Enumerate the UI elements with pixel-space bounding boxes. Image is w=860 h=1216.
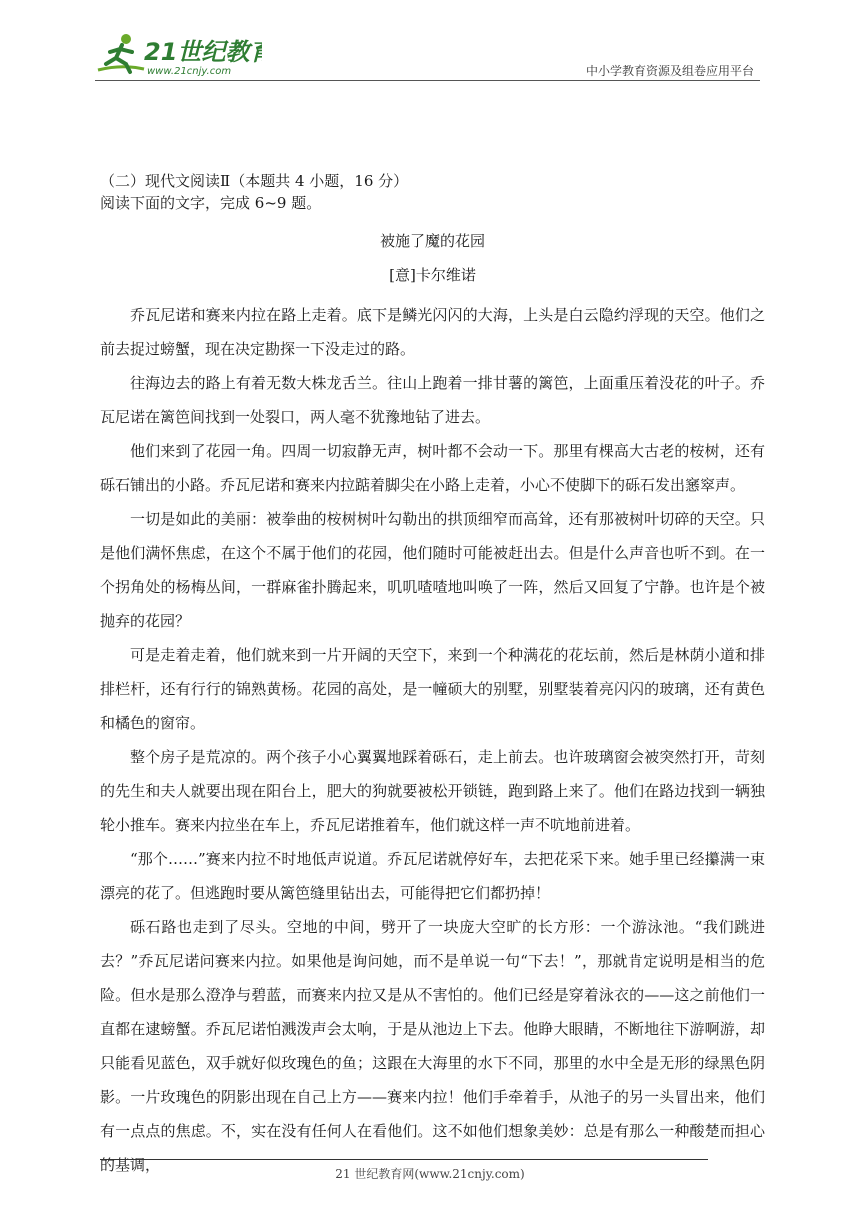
paragraph: 乔瓦尼诺和赛来内拉在路上走着。底下是鳞光闪闪的大海，上头是白云隐约浮现的天空。他们之前去捉过螃蟹，现在决定勘探一下没走过的路。 (100, 306, 765, 358)
article-author: [意]卡尔维诺 (389, 266, 476, 284)
header-divider (95, 80, 760, 81)
reading-section (100, 170, 765, 1182)
site-logo (92, 30, 262, 80)
article-title: 被施了魔的花园 (379, 232, 485, 250)
page-footer: 21 世纪教育网(www.21cnjy.com) (335, 1167, 525, 1181)
page-header (0, 0, 860, 90)
runner-logo-icon (92, 30, 262, 80)
paragraph: 整个房子是荒凉的。两个孩子小心翼翼地踩着砾石，走上前去。也许玻璃窗会被突然打开，苛刻的先生和夫人就要出现在阳台上，肥大的狗就要被松开锁链，跑到路上来了。他们在路边找到一辆独轮小推车。赛来内拉坐在车上，乔瓦尼诺推着车，他们就这样一声不吭地前进着。 (100, 748, 765, 834)
paragraph: 往海边去的路上有着无数大株龙舌兰。往山上跑着一排甘薯的篱笆，上面重压着没花的叶子。乔瓦尼诺在篱笆间找到一处裂口，两人毫不犹豫地钻了进去。 (100, 374, 765, 426)
platform-name: 中小学教育资源及组卷应用平台 (585, 64, 754, 78)
paragraph: 一切是如此的美丽：被拳曲的桉树树叶勾勒出的拱顶细窄而高耸，还有那被树叶切碎的天空。只是他们满怀焦虑，在这个不属于他们的花园，他们随时可能被赶出去。但是什么声音也听不到。在一个拐角处的杨梅丛间，一群麻雀扑腾起来，叽叽喳喳地叫唤了一阵，然后又回复了宁静。也许是个被抛弃的花园？ (100, 510, 765, 630)
svg-text:21世纪教育: 21世纪教育 (144, 38, 262, 66)
instruction: 阅读下面的文字，完成 6~9 题。 (100, 194, 322, 212)
section-heading: （二）现代文阅读Ⅱ（本题共 4 小题，16 分） (100, 172, 409, 190)
paragraph: 他们来到了花园一角。四周一切寂静无声，树叶都不会动一下。那里有棵高大古老的桉树，还有砾石铺出的小路。乔瓦尼诺和赛来内拉踮着脚尖在小路上走着，小心不使脚下的砾石发出窸窣声。 (100, 442, 765, 494)
article-body (100, 298, 765, 1182)
paragraph: 可是走着走着，他们就来到一片开阔的天空下，来到一个种满花的花坛前，然后是林荫小道和排排栏杆，还有行行的锦熟黄杨。花园的高处，是一幢硕大的别墅，别墅装着亮闪闪的玻璃，还有黄色和橘色的窗帘。 (100, 646, 765, 732)
svg-text:www.21cnjy.com: www.21cnjy.com (147, 66, 232, 77)
footer-divider (100, 1159, 708, 1160)
paragraph: “那个……”赛来内拉不时地低声说道。乔瓦尼诺就停好车，去把花采下来。她手里已经攥满一束漂亮的花了。但逃跑时要从篱笆缝里钻出去，可能得把它们都扔掉！ (100, 850, 765, 902)
paragraph: 砾石路也走到了尽头。空地的中间，劈开了一块庞大空旷的长方形：一个游泳池。“我们跳进去？”乔瓦尼诺问赛来内拉。如果他是询问她，而不是单说一句“下去！”，那就肯定说明是相当的危险。但水是那么澄净与碧蓝，而赛来内拉又是从不害怕的。他们已经是穿着泳衣的——这之前他们一直都在逮螃蟹。乔瓦尼诺怕溅泼声会太响，于是从池边上下去。他睁大眼睛，不断地往下游啊游，却只能看见蓝色，双手就好似玫瑰色的鱼；这跟在大海里的水下不同，那里的水中全是无形的绿黑色阴影。一片玫瑰色的阴影出现在自己上方——赛来内拉！他们手牵着手，从池子的另一头冒出来，他们有一点点的焦虑。不，实在没有任何人在看他们。这不如他们想象美妙：总是有那么一种酸楚而担心的基调， (100, 918, 765, 1174)
